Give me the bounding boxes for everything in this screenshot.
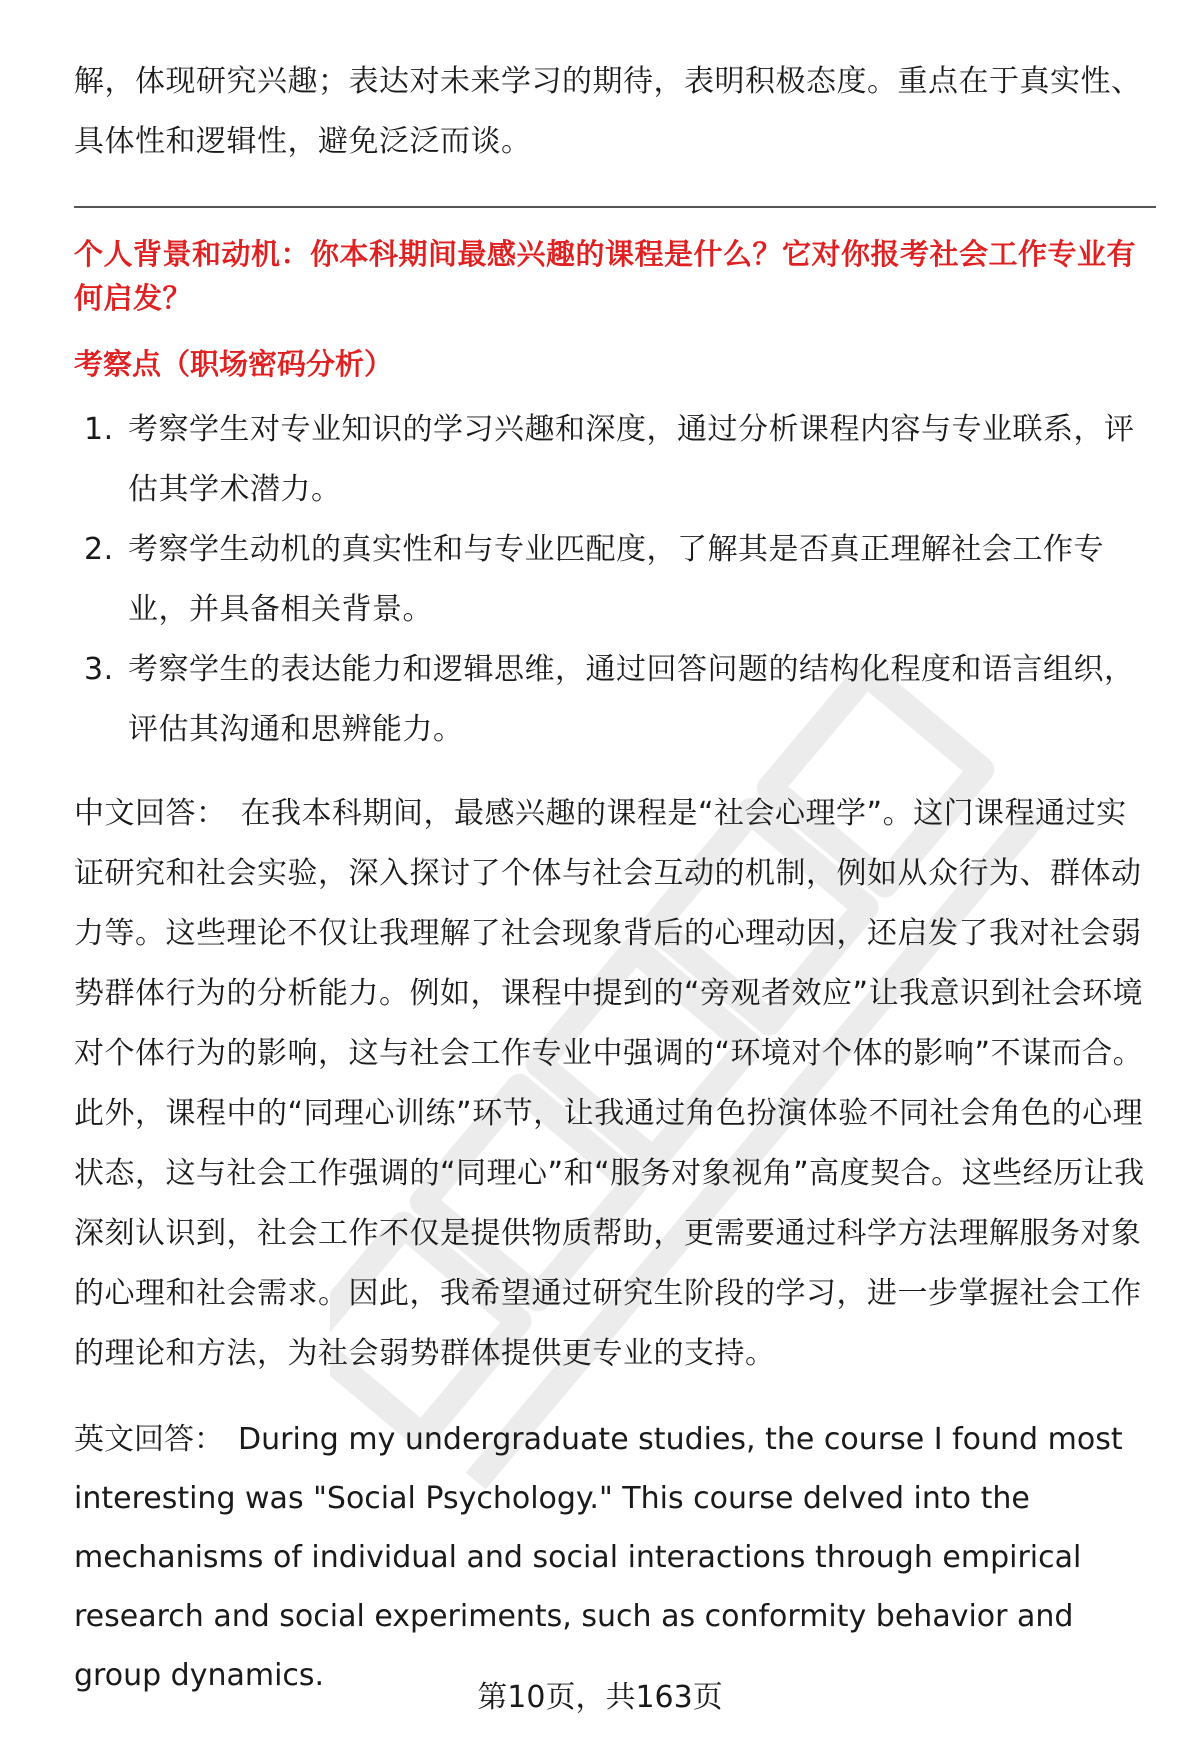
question-title: 个人背景和动机：你本科期间最感兴趣的课程是什么？它对你报考社会工作专业有何启发？ [74,237,1137,315]
point-text: 考察学生对专业知识的学习兴趣和深度，通过分析课程内容与专业联系，评估其学术潜力。 [128,412,1135,507]
point-text: 考察学生的表达能力和逻辑思维，通过回答问题的结构化程度和语言组织，评估其沟通和思辨能力。 [128,652,1135,747]
chinese-answer-text: 在我本科期间，最感兴趣的课程是“社会心理学”。这门课程通过实证研究和社会实验，深入探讨了个体与社会互动的机制，例如从众行为、群体动力等。这些理论不仅让我理解了社会现象背后的心理动因，还启发了我对社会弱势群体行为的分析能力。例如，课程中提到的“旁观者效应”让我意识到社会环境对个体行为的影响，这与社会工作专业中强调的“环境对个体的影响”不谋而合。此外，课程中的“同理心训练”环节，让我通过角色扮演体验不同社会角色的心理状态，这与社会工作强调的“同理心”和“服务对象视角”高度契合。这些经历让我深刻认识到，社会工作不仅是提供物质帮助，更需要通过科学方法理解服务对象的心理和社会需求。因此，我希望通过研究生阶段的学习，进一步掌握社会工作的理论和方法，为社会弱势群体提供更专业的支持。 [74,796,1145,1371]
assessment-point-3 [74,640,1156,760]
assessment-point-1 [74,400,1156,520]
english-answer-text: During my undergraduate studies, the course I found most interesting was "Social Psychology." This course delved into the mechanisms of individual and social interactions through empirical research and social experiments, such as conformity behavior and group dynamics. [74,1422,1123,1693]
page-number-footer: 第10页，共163页 [477,1680,723,1715]
point-number: 1. [84,412,114,447]
assessment-points-list [74,400,1156,760]
chinese-answer [74,784,1156,1384]
chinese-answer-label: 中文回答： [74,796,227,831]
english-answer-label: 英文回答： [74,1422,224,1457]
assessment-heading: 考察点（职场密码分析） [74,347,394,381]
document-content [74,52,1156,1705]
point-number: 3. [84,652,114,687]
point-number: 2. [84,532,114,567]
assessment-point-2 [74,520,1156,640]
point-text: 考察学生动机的真实性和与专业匹配度，了解其是否真正理解社会工作专业，并具备相关背景。 [128,532,1104,627]
intro-paragraph: 解，体现研究兴趣；表达对未来学习的期待，表明积极态度。重点在于真实性、具体性和逻辑性，避免泛泛而谈。 [74,64,1142,159]
section-divider [74,206,1156,208]
english-answer [74,1410,1156,1705]
